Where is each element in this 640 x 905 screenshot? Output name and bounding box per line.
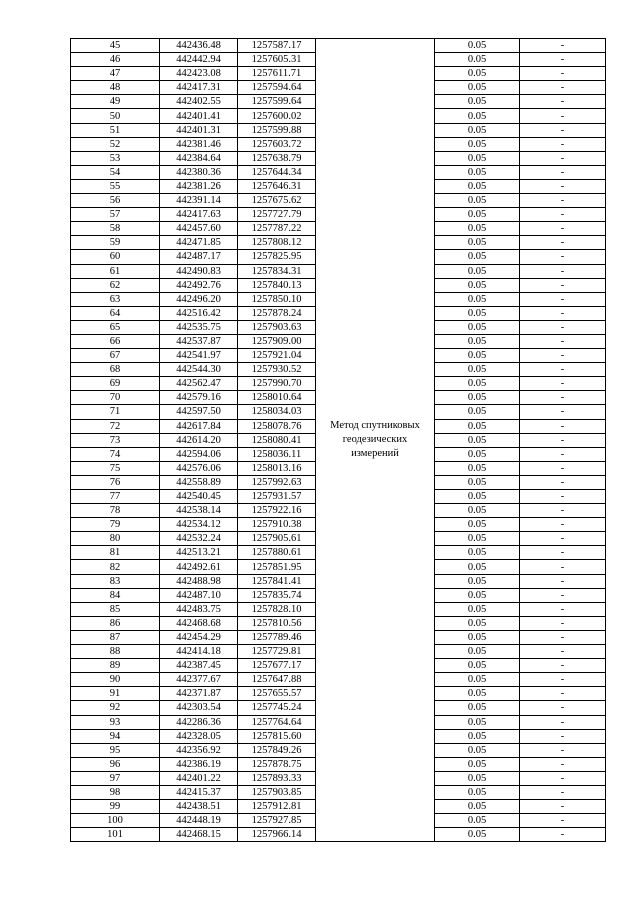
accuracy-cell: 0.05 [435,490,520,504]
note-cell: - [520,306,606,320]
note-cell: - [520,715,606,729]
x-coordinate-cell: 442448.19 [160,814,238,828]
x-coordinate-cell: 442496.20 [160,292,238,306]
note-cell: - [520,278,606,292]
x-coordinate-cell: 442532.24 [160,532,238,546]
note-cell: - [520,194,606,208]
y-coordinate-cell: 1257893.33 [238,771,316,785]
accuracy-cell: 0.05 [435,687,520,701]
note-cell: - [520,490,606,504]
note-cell: - [520,771,606,785]
point-number-cell: 60 [71,250,160,264]
x-coordinate-cell: 442401.31 [160,123,238,137]
accuracy-cell: 0.05 [435,504,520,518]
table-row [71,39,606,53]
x-coordinate-cell: 442381.46 [160,137,238,151]
note-cell: - [520,673,606,687]
y-coordinate-cell: 1257675.62 [238,194,316,208]
accuracy-cell: 0.05 [435,588,520,602]
accuracy-cell: 0.05 [435,701,520,715]
y-coordinate-cell: 1257600.02 [238,109,316,123]
y-coordinate-cell: 1257594.64 [238,81,316,95]
y-coordinate-cell: 1258034.03 [238,405,316,419]
y-coordinate-cell: 1258010.64 [238,391,316,405]
accuracy-cell: 0.05 [435,349,520,363]
y-coordinate-cell: 1258036.11 [238,447,316,461]
y-coordinate-cell: 1257599.64 [238,95,316,109]
x-coordinate-cell: 442384.64 [160,151,238,165]
point-number-cell: 73 [71,433,160,447]
accuracy-cell: 0.05 [435,447,520,461]
point-number-cell: 65 [71,320,160,334]
point-number-cell: 97 [71,771,160,785]
note-cell: - [520,701,606,715]
accuracy-cell: 0.05 [435,800,520,814]
point-number-cell: 95 [71,743,160,757]
y-coordinate-cell: 1257851.95 [238,560,316,574]
point-number-cell: 45 [71,39,160,53]
accuracy-cell: 0.05 [435,151,520,165]
point-number-cell: 46 [71,53,160,67]
y-coordinate-cell: 1257815.60 [238,729,316,743]
y-coordinate-cell: 1257729.81 [238,645,316,659]
accuracy-cell: 0.05 [435,250,520,264]
point-number-cell: 78 [71,504,160,518]
y-coordinate-cell: 1257903.85 [238,785,316,799]
y-coordinate-cell: 1257910.38 [238,518,316,532]
point-number-cell: 87 [71,630,160,644]
point-number-cell: 84 [71,588,160,602]
x-coordinate-cell: 442534.12 [160,518,238,532]
note-cell: - [520,645,606,659]
note-cell: - [520,800,606,814]
note-cell: - [520,757,606,771]
point-number-cell: 69 [71,377,160,391]
y-coordinate-cell: 1257909.00 [238,334,316,348]
x-coordinate-cell: 442516.42 [160,306,238,320]
x-coordinate-cell: 442576.06 [160,461,238,475]
accuracy-cell: 0.05 [435,673,520,687]
x-coordinate-cell: 442286.36 [160,715,238,729]
x-coordinate-cell: 442488.98 [160,574,238,588]
point-number-cell: 59 [71,236,160,250]
y-coordinate-cell: 1257787.22 [238,222,316,236]
note-cell: - [520,419,606,433]
point-number-cell: 75 [71,461,160,475]
accuracy-cell: 0.05 [435,475,520,489]
accuracy-cell: 0.05 [435,574,520,588]
point-number-cell: 92 [71,701,160,715]
x-coordinate-cell: 442535.75 [160,320,238,334]
method-cell: Метод спутниковых геодезических измерений [316,39,435,842]
x-coordinate-cell: 442597.50 [160,405,238,419]
accuracy-cell: 0.05 [435,715,520,729]
accuracy-cell: 0.05 [435,363,520,377]
accuracy-cell: 0.05 [435,306,520,320]
y-coordinate-cell: 1258078.76 [238,419,316,433]
point-number-cell: 51 [71,123,160,137]
x-coordinate-cell: 442417.63 [160,208,238,222]
point-number-cell: 91 [71,687,160,701]
note-cell: - [520,208,606,222]
note-cell: - [520,602,606,616]
x-coordinate-cell: 442594.06 [160,447,238,461]
y-coordinate-cell: 1257921.04 [238,349,316,363]
y-coordinate-cell: 1257835.74 [238,588,316,602]
point-number-cell: 53 [71,151,160,165]
accuracy-cell: 0.05 [435,377,520,391]
note-cell: - [520,828,606,842]
x-coordinate-cell: 442417.31 [160,81,238,95]
point-number-cell: 83 [71,574,160,588]
x-coordinate-cell: 442454.29 [160,630,238,644]
note-cell: - [520,123,606,137]
x-coordinate-cell: 442513.21 [160,546,238,560]
note-cell: - [520,250,606,264]
point-number-cell: 100 [71,814,160,828]
point-number-cell: 47 [71,67,160,81]
note-cell: - [520,743,606,757]
x-coordinate-cell: 442487.10 [160,588,238,602]
accuracy-cell: 0.05 [435,814,520,828]
point-number-cell: 48 [71,81,160,95]
x-coordinate-cell: 442303.54 [160,701,238,715]
note-cell: - [520,659,606,673]
note-cell: - [520,334,606,348]
x-coordinate-cell: 442377.67 [160,673,238,687]
y-coordinate-cell: 1257599.88 [238,123,316,137]
x-coordinate-cell: 442380.36 [160,165,238,179]
point-number-cell: 55 [71,179,160,193]
note-cell: - [520,53,606,67]
y-coordinate-cell: 1257834.31 [238,264,316,278]
note-cell: - [520,109,606,123]
accuracy-cell: 0.05 [435,264,520,278]
point-number-cell: 99 [71,800,160,814]
x-coordinate-cell: 442468.68 [160,616,238,630]
note-cell: - [520,687,606,701]
accuracy-cell: 0.05 [435,405,520,419]
note-cell: - [520,729,606,743]
x-coordinate-cell: 442386.19 [160,757,238,771]
x-coordinate-cell: 442328.05 [160,729,238,743]
y-coordinate-cell: 1257825.95 [238,250,316,264]
point-number-cell: 88 [71,645,160,659]
y-coordinate-cell: 1257840.13 [238,278,316,292]
x-coordinate-cell: 442401.22 [160,771,238,785]
accuracy-cell: 0.05 [435,165,520,179]
accuracy-cell: 0.05 [435,743,520,757]
note-cell: - [520,81,606,95]
x-coordinate-cell: 442471.85 [160,236,238,250]
x-coordinate-cell: 442356.92 [160,743,238,757]
accuracy-cell: 0.05 [435,67,520,81]
y-coordinate-cell: 1257849.26 [238,743,316,757]
y-coordinate-cell: 1257990.70 [238,377,316,391]
note-cell: - [520,349,606,363]
point-number-cell: 66 [71,334,160,348]
note-cell: - [520,616,606,630]
x-coordinate-cell: 442562.47 [160,377,238,391]
x-coordinate-cell: 442492.76 [160,278,238,292]
x-coordinate-cell: 442371.87 [160,687,238,701]
y-coordinate-cell: 1257992.63 [238,475,316,489]
note-cell: - [520,292,606,306]
x-coordinate-cell: 442617.84 [160,419,238,433]
point-number-cell: 77 [71,490,160,504]
point-number-cell: 64 [71,306,160,320]
x-coordinate-cell: 442540.45 [160,490,238,504]
point-number-cell: 61 [71,264,160,278]
point-number-cell: 74 [71,447,160,461]
accuracy-cell: 0.05 [435,771,520,785]
y-coordinate-cell: 1257764.64 [238,715,316,729]
y-coordinate-cell: 1257647.88 [238,673,316,687]
accuracy-cell: 0.05 [435,518,520,532]
note-cell: - [520,222,606,236]
note-cell: - [520,447,606,461]
x-coordinate-cell: 442401.41 [160,109,238,123]
note-cell: - [520,377,606,391]
y-coordinate-cell: 1257605.31 [238,53,316,67]
y-coordinate-cell: 1257808.12 [238,236,316,250]
y-coordinate-cell: 1257810.56 [238,616,316,630]
y-coordinate-cell: 1257912.81 [238,800,316,814]
note-cell: - [520,151,606,165]
note-cell: - [520,574,606,588]
x-coordinate-cell: 442483.75 [160,602,238,616]
accuracy-cell: 0.05 [435,334,520,348]
accuracy-cell: 0.05 [435,419,520,433]
coordinates-table-body [71,39,606,842]
accuracy-cell: 0.05 [435,616,520,630]
point-number-cell: 71 [71,405,160,419]
note-cell: - [520,814,606,828]
note-cell: - [520,532,606,546]
y-coordinate-cell: 1257905.61 [238,532,316,546]
x-coordinate-cell: 442442.94 [160,53,238,67]
x-coordinate-cell: 442381.26 [160,179,238,193]
note-cell: - [520,630,606,644]
y-coordinate-cell: 1257745.24 [238,701,316,715]
y-coordinate-cell: 1257828.10 [238,602,316,616]
y-coordinate-cell: 1257611.71 [238,67,316,81]
accuracy-cell: 0.05 [435,39,520,53]
accuracy-cell: 0.05 [435,433,520,447]
accuracy-cell: 0.05 [435,194,520,208]
point-number-cell: 54 [71,165,160,179]
note-cell: - [520,236,606,250]
accuracy-cell: 0.05 [435,546,520,560]
note-cell: - [520,560,606,574]
point-number-cell: 70 [71,391,160,405]
note-cell: - [520,785,606,799]
note-cell: - [520,95,606,109]
note-cell: - [520,137,606,151]
x-coordinate-cell: 442391.14 [160,194,238,208]
y-coordinate-cell: 1257850.10 [238,292,316,306]
y-coordinate-cell: 1257903.63 [238,320,316,334]
point-number-cell: 56 [71,194,160,208]
point-number-cell: 85 [71,602,160,616]
x-coordinate-cell: 442415.37 [160,785,238,799]
note-cell: - [520,264,606,278]
point-number-cell: 101 [71,828,160,842]
point-number-cell: 52 [71,137,160,151]
x-coordinate-cell: 442492.61 [160,560,238,574]
accuracy-cell: 0.05 [435,560,520,574]
y-coordinate-cell: 1257930.52 [238,363,316,377]
accuracy-cell: 0.05 [435,208,520,222]
point-number-cell: 80 [71,532,160,546]
note-cell: - [520,518,606,532]
y-coordinate-cell: 1257931.57 [238,490,316,504]
x-coordinate-cell: 442558.89 [160,475,238,489]
accuracy-cell: 0.05 [435,532,520,546]
y-coordinate-cell: 1257878.24 [238,306,316,320]
accuracy-cell: 0.05 [435,391,520,405]
point-number-cell: 82 [71,560,160,574]
accuracy-cell: 0.05 [435,461,520,475]
accuracy-cell: 0.05 [435,278,520,292]
point-number-cell: 79 [71,518,160,532]
note-cell: - [520,405,606,419]
accuracy-cell: 0.05 [435,53,520,67]
accuracy-cell: 0.05 [435,236,520,250]
accuracy-cell: 0.05 [435,320,520,334]
accuracy-cell: 0.05 [435,123,520,137]
point-number-cell: 72 [71,419,160,433]
note-cell: - [520,588,606,602]
note-cell: - [520,461,606,475]
coordinates-table [70,38,606,842]
point-number-cell: 89 [71,659,160,673]
accuracy-cell: 0.05 [435,95,520,109]
note-cell: - [520,433,606,447]
x-coordinate-cell: 442457.60 [160,222,238,236]
x-coordinate-cell: 442414.18 [160,645,238,659]
accuracy-cell: 0.05 [435,757,520,771]
accuracy-cell: 0.05 [435,602,520,616]
point-number-cell: 76 [71,475,160,489]
y-coordinate-cell: 1257603.72 [238,137,316,151]
accuracy-cell: 0.05 [435,109,520,123]
y-coordinate-cell: 1257789.46 [238,630,316,644]
y-coordinate-cell: 1257922.16 [238,504,316,518]
accuracy-cell: 0.05 [435,137,520,151]
y-coordinate-cell: 1257587.17 [238,39,316,53]
x-coordinate-cell: 442579.16 [160,391,238,405]
accuracy-cell: 0.05 [435,785,520,799]
point-number-cell: 93 [71,715,160,729]
point-number-cell: 81 [71,546,160,560]
accuracy-cell: 0.05 [435,630,520,644]
note-cell: - [520,39,606,53]
x-coordinate-cell: 442438.51 [160,800,238,814]
note-cell: - [520,363,606,377]
accuracy-cell: 0.05 [435,81,520,95]
y-coordinate-cell: 1258080.41 [238,433,316,447]
y-coordinate-cell: 1257638.79 [238,151,316,165]
point-number-cell: 94 [71,729,160,743]
y-coordinate-cell: 1257880.61 [238,546,316,560]
note-cell: - [520,546,606,560]
note-cell: - [520,504,606,518]
note-cell: - [520,320,606,334]
accuracy-cell: 0.05 [435,645,520,659]
x-coordinate-cell: 442487.17 [160,250,238,264]
point-number-cell: 67 [71,349,160,363]
point-number-cell: 63 [71,292,160,306]
x-coordinate-cell: 442402.55 [160,95,238,109]
point-number-cell: 50 [71,109,160,123]
x-coordinate-cell: 442387.45 [160,659,238,673]
point-number-cell: 96 [71,757,160,771]
y-coordinate-cell: 1258013.16 [238,461,316,475]
point-number-cell: 90 [71,673,160,687]
y-coordinate-cell: 1257841.41 [238,574,316,588]
y-coordinate-cell: 1257677.17 [238,659,316,673]
point-number-cell: 68 [71,363,160,377]
point-number-cell: 86 [71,616,160,630]
accuracy-cell: 0.05 [435,222,520,236]
x-coordinate-cell: 442423.08 [160,67,238,81]
y-coordinate-cell: 1257727.79 [238,208,316,222]
accuracy-cell: 0.05 [435,729,520,743]
point-number-cell: 98 [71,785,160,799]
accuracy-cell: 0.05 [435,292,520,306]
accuracy-cell: 0.05 [435,179,520,193]
y-coordinate-cell: 1257646.31 [238,179,316,193]
note-cell: - [520,67,606,81]
point-number-cell: 57 [71,208,160,222]
point-number-cell: 58 [71,222,160,236]
x-coordinate-cell: 442436.48 [160,39,238,53]
note-cell: - [520,391,606,405]
y-coordinate-cell: 1257966.14 [238,828,316,842]
x-coordinate-cell: 442544.30 [160,363,238,377]
accuracy-cell: 0.05 [435,659,520,673]
y-coordinate-cell: 1257644.34 [238,165,316,179]
x-coordinate-cell: 442537.87 [160,334,238,348]
note-cell: - [520,475,606,489]
y-coordinate-cell: 1257878.75 [238,757,316,771]
point-number-cell: 62 [71,278,160,292]
x-coordinate-cell: 442538.14 [160,504,238,518]
accuracy-cell: 0.05 [435,828,520,842]
y-coordinate-cell: 1257927.85 [238,814,316,828]
x-coordinate-cell: 442614.20 [160,433,238,447]
x-coordinate-cell: 442490.83 [160,264,238,278]
x-coordinate-cell: 442468.15 [160,828,238,842]
point-number-cell: 49 [71,95,160,109]
y-coordinate-cell: 1257655.57 [238,687,316,701]
note-cell: - [520,179,606,193]
x-coordinate-cell: 442541.97 [160,349,238,363]
note-cell: - [520,165,606,179]
